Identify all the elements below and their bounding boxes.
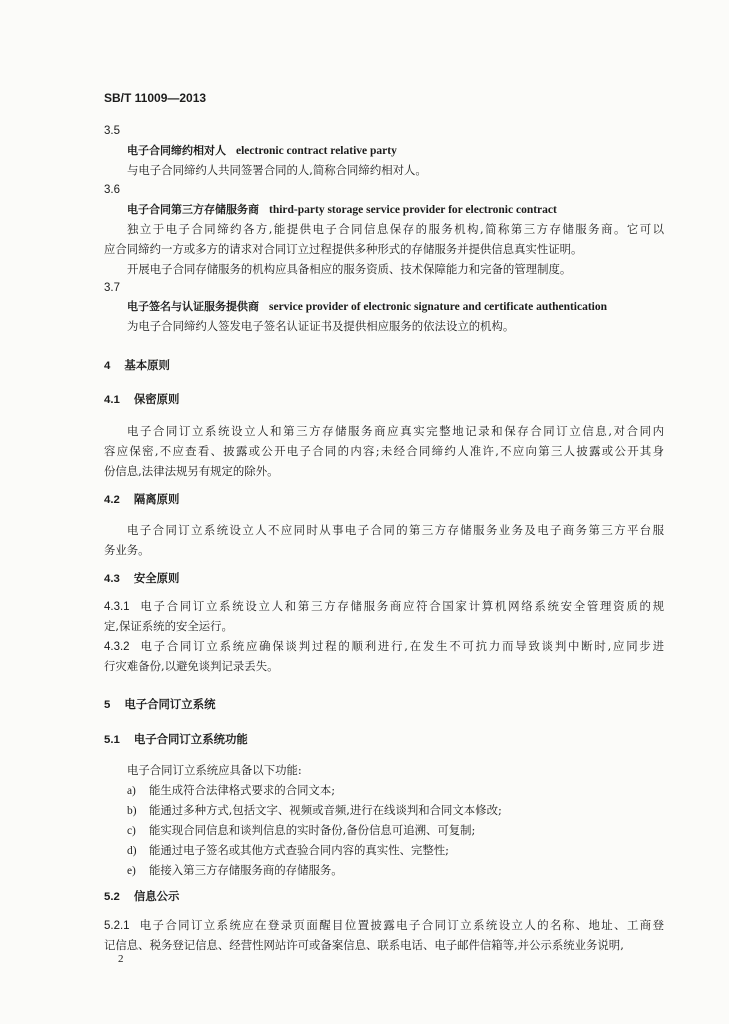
list-item: c) 能实现合同信息和谈判信息的实时备份,备份信息可追溯、可复制; xyxy=(127,823,476,837)
section-heading-4-3: 4.3 安全原则 xyxy=(104,571,180,585)
list-item: e) 能接入第三方存储服务商的存储服务。 xyxy=(127,863,343,877)
para-5-1-intro: 电子合同订立系统应具备以下功能: xyxy=(127,763,302,777)
clause-number-3-7: 3.7 xyxy=(104,282,120,294)
term-zh: 电子签名与认证服务提供商 xyxy=(127,300,259,313)
clause-5-2-1-line-1: 5.2.1 电子合同订立系统应在登录页面醒目位置披露电子合同订立系统设立人的名称、地址、工商登 xyxy=(104,918,664,932)
clause-4-3-1-line-2: 定,保证系统的安全运行。 xyxy=(104,619,233,633)
document-id: SB/T 11009—2013 xyxy=(104,91,207,105)
clause-4-3-2-line-1: 4.3.2 电子合同订立系统应确保谈判过程的顺利进行,在发生不可抗力而导致谈判中断时,应同步进 xyxy=(104,639,664,653)
section-heading-5-1: 5.1 电子合同订立系统功能 xyxy=(104,732,248,746)
list-item: d) 能通过电子签名或其他方式查验合同内容的真实性、完整性; xyxy=(127,843,449,857)
para-4-1-line-3: 份信息,法律法规另有规定的除外。 xyxy=(104,464,279,478)
clause-4-3-2-line-2: 行灾难备份,以避免谈判记录丢失。 xyxy=(104,659,279,673)
section-heading-5: 5 电子合同订立系统 xyxy=(104,697,216,711)
section-heading-4-2: 4.2 隔离原则 xyxy=(104,492,180,506)
clause-5-2-1-line-2: 记信息、税务登记信息、经营性网站许可或备案信息、联系电话、电子邮件信箱等,并公示系统业务说明, xyxy=(104,938,624,952)
clause-number-3-5: 3.5 xyxy=(104,125,120,137)
para-4-2-line-2: 务业务。 xyxy=(104,543,150,557)
list-item: b) 能通过多种方式,包括文字、视频或音频,进行在线谈判和合同文本修改; xyxy=(127,803,502,817)
list-item: a) 能生成符合法律格式要求的合同文本; xyxy=(127,783,336,797)
clause-number-3-6: 3.6 xyxy=(104,184,120,196)
page-number: 2 xyxy=(118,953,124,965)
term-en: third-party storage service provider for electronic contract xyxy=(269,204,557,216)
definition-3-6-line-1: 独立于电子合同缔约各方,能提供电子合同信息保存的服务机构,简称第三方存储服务商。它可以 xyxy=(127,222,664,236)
term-3-5 xyxy=(127,142,664,159)
term-en: service provider of electronic signature and certificate authentication xyxy=(269,301,608,313)
para-4-1-line-2: 容应保密,不应查看、披露或公开电子合同的内容;未经合同缔约人准许,不应向第三人披露或公开其身 xyxy=(104,444,664,458)
para-4-1-line-1: 电子合同订立系统设立人和第三方存储服务商应真实完整地记录和保存合同订立信息,对合同内 xyxy=(127,424,664,438)
term-zh: 电子合同缔约相对人 xyxy=(127,144,226,157)
section-heading-5-2: 5.2 信息公示 xyxy=(104,889,180,903)
definition-3-5: 与电子合同缔约人共同签署合同的人,简称合同缔约相对人。 xyxy=(127,163,427,177)
term-3-7 xyxy=(127,298,664,315)
definition-3-6-line-2: 应合同缔约一方或多方的请求对合同订立过程提供多种形式的存储服务并提供信息真实性证明。 xyxy=(104,242,583,256)
definition-3-6-para-2: 开展电子合同存储服务的机构应具备相应的服务资质、技术保障能力和完备的管理制度。 xyxy=(127,262,572,276)
section-heading-4: 4 基本原则 xyxy=(104,358,170,372)
section-heading-4-1: 4.1 保密原则 xyxy=(104,392,180,406)
clause-4-3-1-line-1: 4.3.1 电子合同订立系统设立人和第三方存储服务商应符合国家计算机网络系统安全管理资质的规 xyxy=(104,599,664,613)
para-4-2-line-1: 电子合同订立系统设立人不应同时从事电子合同的第三方存储服务业务及电子商务第三方平台服 xyxy=(127,523,664,537)
term-3-6 xyxy=(127,201,664,218)
term-en: electronic contract relative party xyxy=(236,145,397,157)
definition-3-7: 为电子合同缔约人签发电子签名认证证书及提供相应服务的依法设立的机构。 xyxy=(127,319,515,333)
term-zh: 电子合同第三方存储服务商 xyxy=(127,203,259,216)
